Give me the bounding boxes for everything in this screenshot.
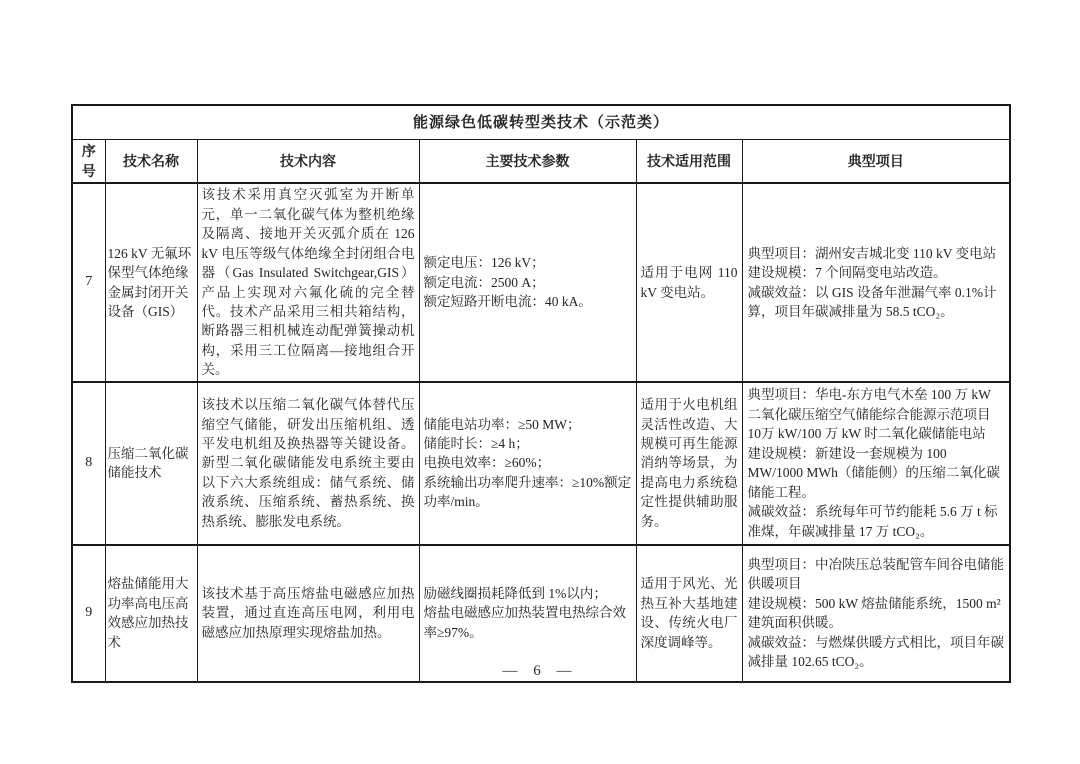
tech-scope: 适用于火电机组灵活性改造、大规模可再生能源消纳等场景，为提高电力系统稳定性提供辅助服务。	[636, 382, 742, 545]
param-line: 额定短路开断电流：40 kA。	[423, 294, 592, 310]
tech-scope: 适用于风光、光热互补大基地建设、传统火电厂深度调峰等。	[636, 545, 742, 682]
tech-scope: 适用于电网 110 kV 变电站。	[636, 183, 742, 381]
param-line: 系统输出功率爬升速率：≥10%额定功率/min。	[423, 474, 632, 510]
tech-content: 该技术基于高压熔盐电磁感应加热装置，通过直连高压电网，利用电磁感应加热原理实现熔盐加热。	[197, 545, 419, 682]
typical-projects	[742, 183, 1010, 381]
param-line: 额定电压：126 kV；	[423, 255, 545, 271]
tech-params	[419, 183, 636, 381]
serial-number: 9	[72, 545, 105, 682]
col-header-tech-scope: 技术适用范围	[636, 140, 742, 184]
project-line: 典型项目：湖州安吉城北变 110 kV 变电站	[747, 245, 997, 261]
col-header-serial: 序号	[72, 140, 105, 184]
param-line: 储能时长：≥4 h；	[423, 436, 529, 452]
project-line: 建设规模：500 kW 熔盐储能系统，1500 m² 建筑面积供暖。	[747, 595, 1001, 631]
param-line: 储能电站功率：≥50 MW；	[423, 416, 581, 432]
table-row-7	[72, 183, 1010, 381]
project-line: 减碳效益：以 GIS 设备年泄漏气率 0.1%计算，项目年碳减排量为 58.5 tCO₂。	[747, 284, 997, 319]
tech-name: 熔盐储能用大功率高电压高效感应加热技术	[105, 545, 197, 682]
tech-content: 该技术采用真空灭弧室为开断单元，单一二氧化碳气体为整机绝缘及隔离、接地开关灭弧介质在 126 kV 电压等级气体绝缘全封闭组合电器（Gas Insulated Switchgear,GIS）产品上实现对六氟化硫的完全替代。技术产品采用三相共箱结构，断路器三相机械连动配弹簧操动机构，采用三工位隔离—接地组合开关。	[197, 183, 419, 381]
project-line: 减碳效益：与燃煤供暖方式相比，项目年碳减排量 102.65 tCO₂。	[747, 634, 1004, 670]
project-line: 典型项目：华电-东方电气木垒 100 万 kW 二氧化碳压缩空气储能综合能源示范项目 10万 kW/100 万 kW 时二氧化碳储能电站	[747, 387, 991, 442]
param-line: 电换电效率：≥60%；	[423, 455, 551, 471]
typical-projects	[742, 382, 1010, 545]
col-header-tech-params: 主要技术参数	[419, 140, 636, 184]
param-line: 熔盐电磁感应加热装置电热综合效率≥97%。	[423, 605, 626, 640]
tech-name: 126 kV 无氟环保型气体绝缘金属封闭开关设备（GIS）	[105, 183, 197, 381]
page-number: — 6 —	[502, 663, 578, 679]
param-line: 额定电流：2500 A；	[423, 274, 545, 290]
typical-projects	[742, 545, 1010, 682]
param-line: 励磁线圈损耗降低到 1%以内；	[423, 586, 607, 602]
table-title: 能源绿色低碳转型类技术（示范类）	[72, 105, 1010, 140]
project-line: 减碳效益：系统每年可节约能耗 5.6 万 t 标准煤，年碳减排量 17 万 tCO₂。	[747, 504, 998, 539]
tech-table	[71, 104, 1011, 683]
serial-number: 7	[72, 183, 105, 381]
table-header-row	[72, 140, 1010, 184]
tech-params	[419, 545, 636, 682]
project-line: 建设规模：新建设一套规模为 100 MW/1000 MWh（储能侧）的压缩二氧化碳储能工程。	[747, 445, 1000, 500]
serial-number: 8	[72, 382, 105, 545]
table-row-8	[72, 382, 1010, 545]
table-row-9	[72, 545, 1010, 682]
project-line: 典型项目：中冶陕压总装配管车间谷电储能供暖项目	[747, 556, 1004, 592]
project-line: 建设规模：7 个间隔变电站改造。	[747, 265, 947, 281]
tech-name: 压缩二氧化碳储能技术	[105, 382, 197, 545]
col-header-tech-name: 技术名称	[105, 140, 197, 184]
col-header-typical-projects: 典型项目	[742, 140, 1010, 184]
tech-content: 该技术以压缩二氧化碳气体替代压缩空气储能，研发出压缩机组、透平发电机组及换热器等关键设备。新型二氧化碳储能发电系统主要由以下六大系统组成：储气系统、储液系统、压缩系统、蓄热系统、换热系统、膨胀发电系统。	[197, 382, 419, 545]
table-title-row	[72, 105, 1010, 140]
col-header-tech-content: 技术内容	[197, 140, 419, 184]
tech-params	[419, 382, 636, 545]
